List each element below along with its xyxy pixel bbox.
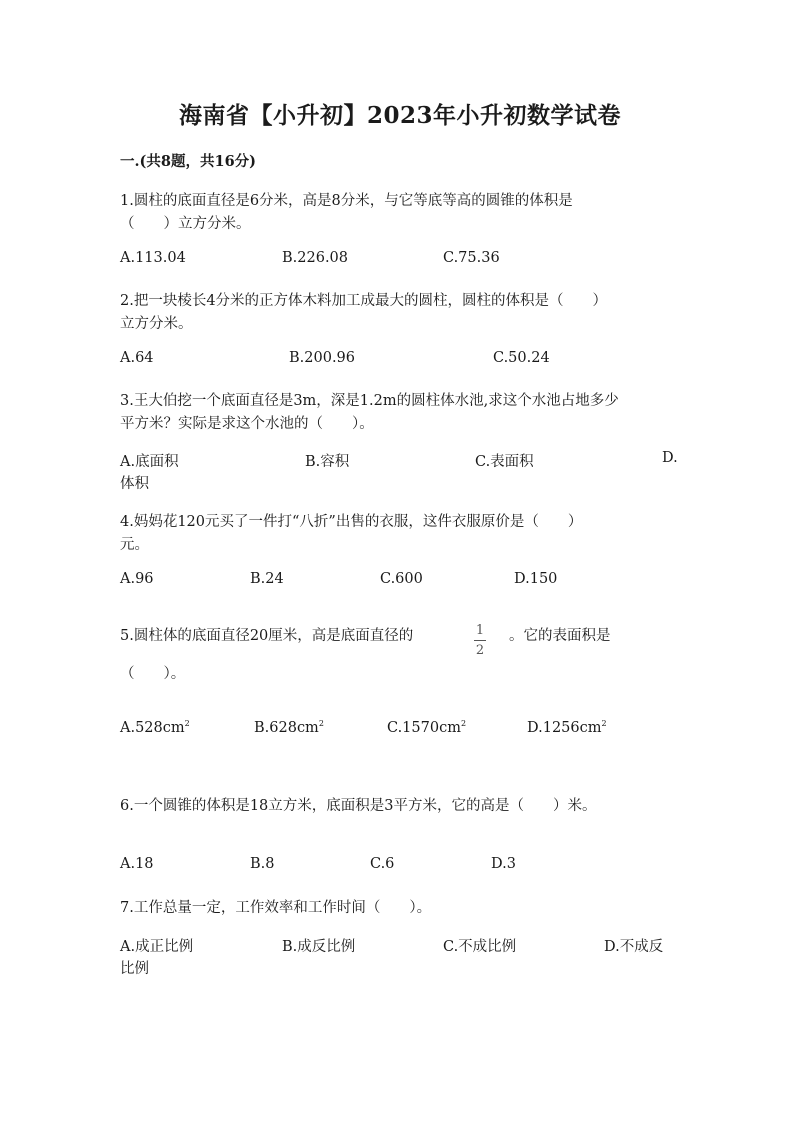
question-3-line-2: 平方米？实际是求这个水池的（ ）。 (120, 416, 374, 432)
question-7-option-c: C.不成比例 (443, 939, 517, 955)
question-6-option-a: A.18 (120, 856, 154, 872)
question-7-line-1: 7.工作总量一定，工作效率和工作时间（ ）。 (120, 900, 432, 916)
question-4-line-1: 4.妈妈花120元买了一件打“八折”出售的衣服，这件衣服原价是（ ） (120, 514, 583, 530)
question-5-option-b: $B.628cm^2$ (254, 719, 324, 736)
question-4-option-a: A.96 (120, 571, 154, 587)
question-4-option-c: C.600 (380, 571, 423, 587)
question-4-option-b: B.24 (250, 571, 284, 587)
fraction-numerator: 1 (475, 623, 485, 638)
question-5-line-1a: 5.圆柱体的底面直径20厘米，高是底面直径的 (120, 628, 414, 644)
question-1-option-a: A.113.04 (120, 250, 186, 266)
question-1-line-2: （ ）立方分米。 (120, 216, 251, 232)
fraction-bar (474, 640, 486, 641)
question-3-option-d: D. (662, 450, 678, 466)
question-2-line-1: 2.把一块棱长4分米的正方体木料加工成最大的圆柱，圆柱的体积是（ ） (120, 293, 608, 309)
question-3-option-b: B.容积 (305, 454, 350, 470)
question-2-option-b: B.200.96 (289, 350, 356, 366)
question-6-option-c: C.6 (370, 856, 395, 872)
question-5-option-a: $A.528cm^2$ (120, 719, 190, 736)
question-2-line-2: 立方分米。 (120, 316, 193, 332)
question-3-line-1: 3.王大伯挖一个底面直径是3m，深是1.2m的圆柱体水池,求这个水池占地多少 (120, 393, 619, 409)
question-5-fraction (474, 619, 486, 657)
question-5-option-c: $C.1570cm^2$ (387, 719, 467, 736)
question-5-line-2: （ ）。 (120, 666, 186, 682)
question-6-option-b: B.8 (250, 856, 275, 872)
question-1-option-b: B.226.08 (282, 250, 349, 266)
question-5-line-1b: 。它的表面积是 (509, 628, 611, 644)
question-6-line-1: 6.一个圆锥的体积是18立方米，底面积是3平方米，它的高是（ ）米。 (120, 798, 597, 814)
question-3-option-a: A.底面积 (120, 454, 179, 470)
question-2-option-a: A.64 (120, 350, 154, 366)
fraction-denominator: 2 (475, 643, 485, 658)
question-3-option-c: C.表面积 (475, 454, 534, 470)
question-2-option-c: C.50.24 (493, 350, 550, 366)
question-7-option-b: B.成反比例 (282, 939, 356, 955)
question-4-option-d: D.150 (514, 571, 558, 587)
question-1-option-c: C.75.36 (443, 250, 500, 266)
page-title: 海南省【小升初】2023年小升初数学试卷 (178, 102, 621, 129)
question-4-line-2: 元。 (120, 537, 149, 553)
question-7-option-d: D.不成反 (604, 939, 664, 955)
section-header: 一.(共8题，共16分) (120, 153, 257, 170)
question-7-option-d-text: 比例 (120, 961, 149, 977)
question-3-option-d-text: 体积 (120, 476, 149, 492)
question-1-line-1: 1.圆柱的底面直径是6分米，高是8分米，与它等底等高的圆锥的体积是 (120, 193, 573, 209)
question-7-option-a: A.成正比例 (120, 939, 194, 955)
question-5-option-d: $D.1256cm^2$ (527, 719, 607, 736)
question-6-option-d: D.3 (491, 856, 516, 872)
